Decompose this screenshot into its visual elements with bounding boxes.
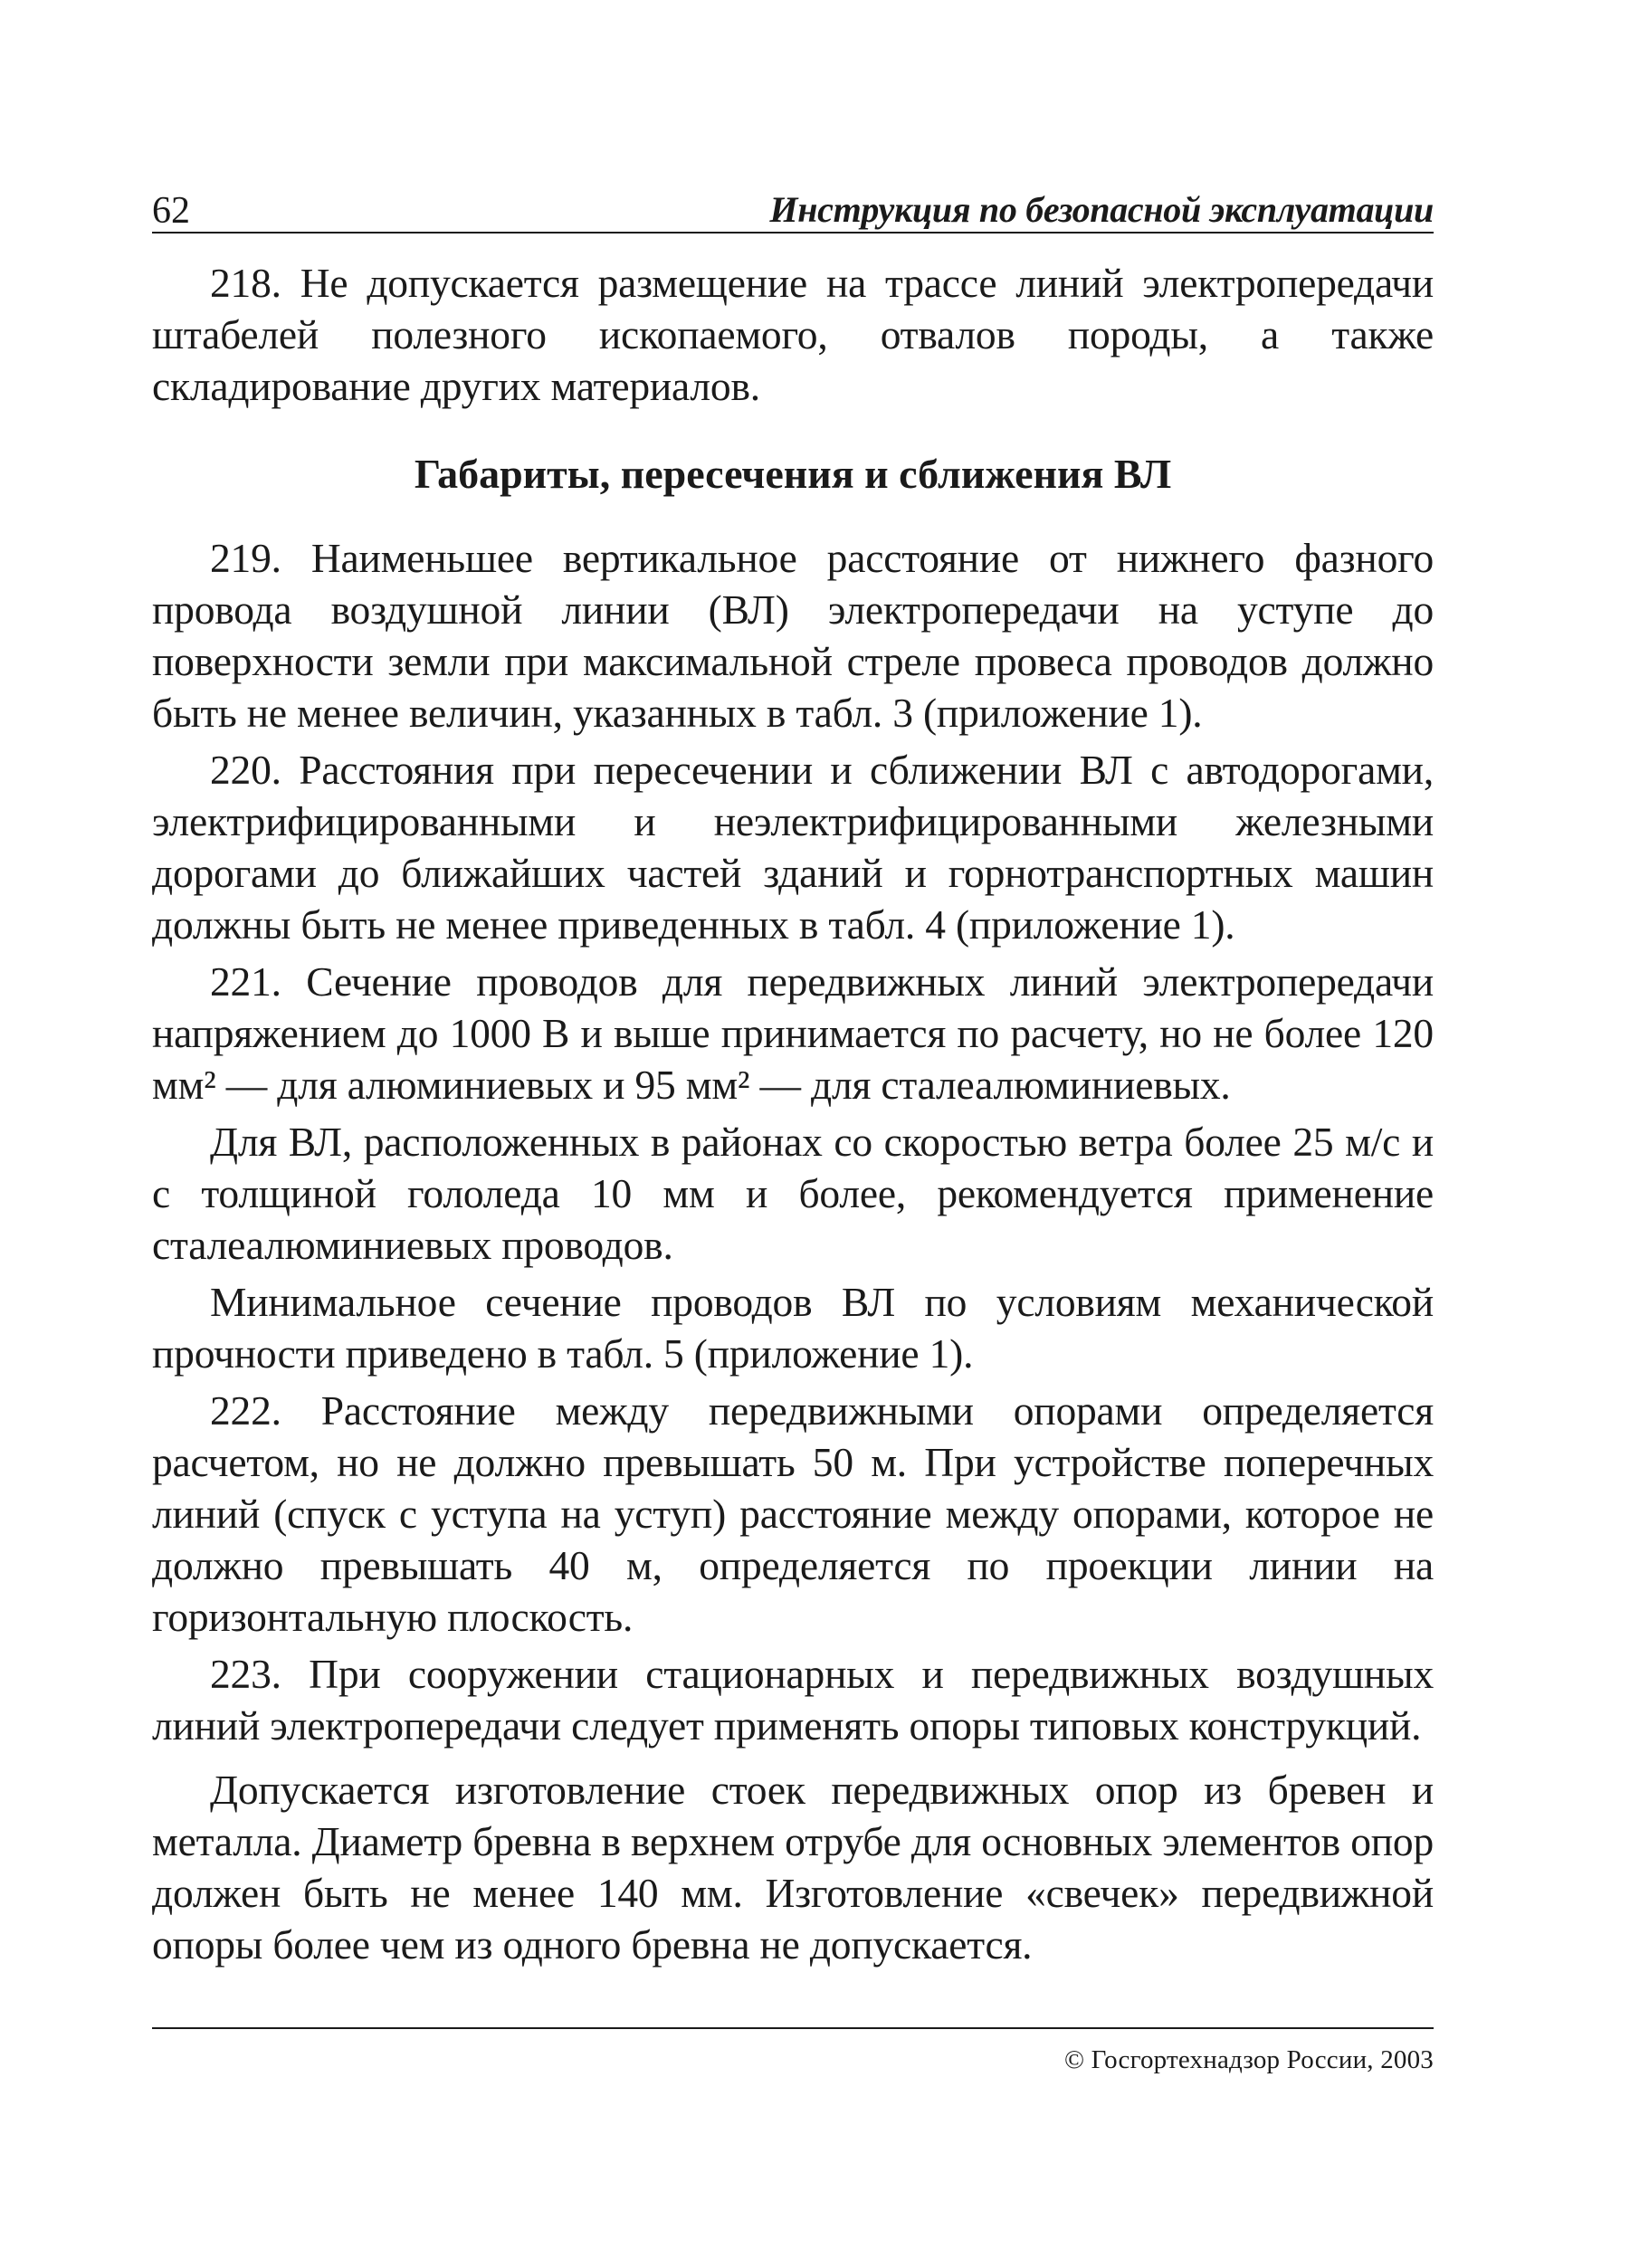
page-content: [152, 257, 1434, 1970]
paragraph-219: 219. Наименьшее вертикальное расстояние от нижнего фазного провода воздушной линии (ВЛ) электропередачи на уступе до поверхности земли при максимальной стреле провеса проводов должно быть не менее величин, указанных в табл. 3 (приложение 1).: [152, 534, 1434, 736]
paragraph-220: 220. Расстояния при пересечении и сближении ВЛ с автодорогами, электрифицированными и неэлектрифицированными железными дорогами до ближайших частей зданий и горнотранспортных машин должны быть не менее приведенных в табл. 4 (приложение 1).: [152, 746, 1434, 948]
paragraph-223-logs: Допускается изготовление стоек передвижных опор из бревен и металла. Диаметр бревна в верхнем отрубе для основных элементов опор должен быть не менее 140 мм. Изготовление «свечек» передвижной опоры более чем из одного бревна не допускается.: [152, 1766, 1434, 1968]
running-header: [152, 181, 1434, 233]
paragraph-222: 222. Расстояние между передвижными опорами определяется расчетом, но не должно превышать 50 м. При устройстве поперечных линий (спуск с уступа на уступ) расстояние между опорами, которое не должно превышать 40 м, определяется по проекции линии на горизонтальную плоскость.: [152, 1387, 1434, 1640]
footer-divider: [152, 2027, 1434, 2029]
page-number: 62: [152, 190, 190, 232]
footer-copyright: © Госгортехнадзор России, 2003: [1064, 2045, 1434, 2074]
paragraph-221: 221. Сечение проводов для передвижных линий электропередачи напряжением до 1000 В и выше принимается по расчету, но не более 120 мм² — для алюминиевых и 95 мм² — для сталеалюминиевых.: [152, 958, 1434, 1108]
section-heading: Габариты, пересечения и сближения ВЛ: [414, 451, 1172, 497]
paragraph-218: 218. Не допускается размещение на трассе линий электропередачи штабелей полезного ископаемого, отвалов породы, а также складирование других материалов.: [152, 260, 1434, 409]
document-page: [152, 181, 1434, 1976]
running-header-title: Инструкция по безопасной эксплуатации: [769, 189, 1434, 230]
paragraph-221-wind: Для ВЛ, расположенных в районах со скоростью ветра более 25 м/с и с толщиной гололеда 10 мм и более, рекомендуется применение сталеалюминиевых проводов.: [152, 1118, 1434, 1268]
paragraph-223: 223. При сооружении стационарных и передвижных воздушных линий электропередачи следует применять опоры типовых конструкций.: [152, 1650, 1434, 1749]
paragraph-221-min-section: Минимальное сечение проводов ВЛ по условиям механической прочности приведено в табл. 5 (приложение 1).: [152, 1278, 1434, 1377]
